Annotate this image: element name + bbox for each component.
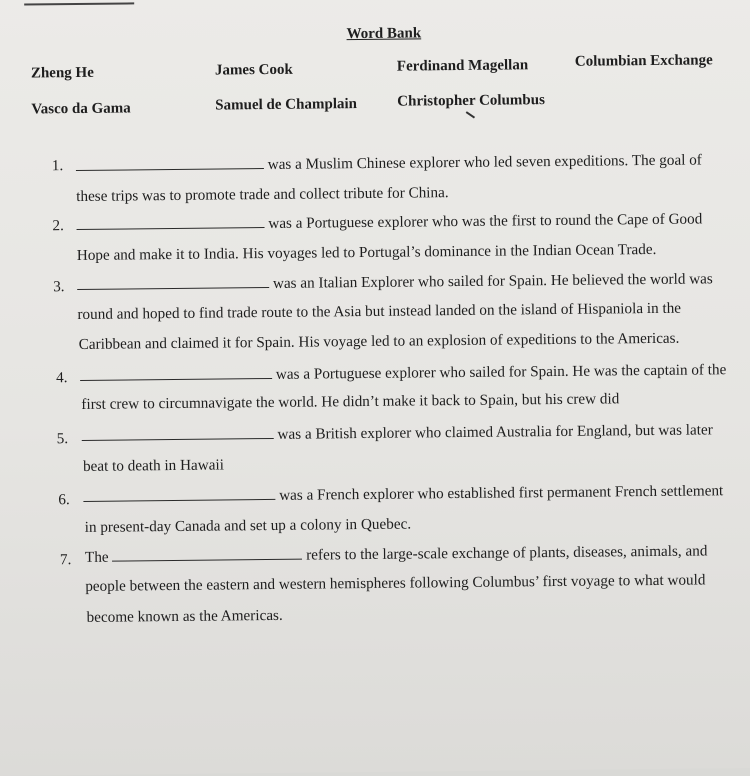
word-bank-item: Ferdinand Magellan xyxy=(396,57,529,75)
question-text: was a Muslim Chinese explorer who led seven expeditions. The goal of xyxy=(267,151,702,173)
question-7-line-3: become known as the Americas. xyxy=(86,606,283,626)
question-text: was a Portuguese explorer who was the first to round the Cape of Good xyxy=(268,210,703,232)
question-3-line-3: Caribbean and claimed it for Spain. His voyage led to an explosion of expeditions to the Americas. xyxy=(78,329,680,353)
answer-blank-5[interactable] xyxy=(82,424,274,441)
question-6-line-2: in present-day Canada and set up a colony in Quebec. xyxy=(84,515,412,536)
question-number: 6. xyxy=(58,491,70,509)
answer-blank-4[interactable] xyxy=(80,364,272,381)
word-bank-item: Samuel de Champlain xyxy=(215,96,358,114)
question-text: The xyxy=(84,548,109,566)
word-bank-item: Christopher Columbus xyxy=(397,92,545,110)
answer-blank-7[interactable] xyxy=(112,545,302,562)
question-number: 3. xyxy=(53,278,65,296)
question-5-line-1 xyxy=(82,419,713,446)
question-text: refers to the large-scale exchange of plants, diseases, animals, and xyxy=(306,542,708,564)
question-number: 2. xyxy=(52,217,64,235)
question-6-line-1 xyxy=(83,480,723,507)
question-1-line-2: these trips was to promote trade and collect tribute for China. xyxy=(76,184,449,206)
question-number: 4. xyxy=(56,369,68,387)
word-bank-title: Word Bank xyxy=(346,25,422,43)
question-4-line-1 xyxy=(80,359,726,386)
question-number: 5. xyxy=(56,430,69,448)
question-text: was an Italian Explorer who sailed for Spain. He believed the world was xyxy=(272,270,713,292)
question-3-line-1 xyxy=(77,268,713,295)
word-bank-item: Vasco da Gama xyxy=(31,100,131,118)
question-text: was a Portuguese explorer who sailed for Spain. He was the captain of the xyxy=(275,361,727,383)
question-5-line-2: beat to death in Hawaii xyxy=(82,456,224,475)
question-number: 1. xyxy=(51,157,64,175)
answer-blank-2[interactable] xyxy=(76,213,264,230)
question-7-line-2: people between the eastern and western hemispheres following Columbus’ first voyage to what would xyxy=(85,571,706,595)
question-7-line-1 xyxy=(85,540,708,567)
question-2-line-1 xyxy=(76,208,702,235)
pen-mark xyxy=(466,111,475,118)
question-3-line-2: round and hoped to find trade route to the Asia but instead landed on the island of Hispaniola in the xyxy=(77,299,682,323)
answer-blank-6[interactable] xyxy=(83,485,275,502)
question-text: was a French explorer who established first permanent French settlement xyxy=(279,482,724,504)
torn-header-fragment xyxy=(24,0,134,6)
question-1-line-1 xyxy=(76,149,702,176)
question-number: 7. xyxy=(59,551,72,569)
question-text: was a British explorer who claimed Australia for England, but was later xyxy=(277,421,713,443)
word-bank-item: Columbian Exchange xyxy=(574,52,713,70)
word-bank-item: Zheng He xyxy=(30,64,94,82)
question-2-line-2: Hope and make it to India. His voyages led to Portugal’s dominance in the Indian Ocean Trade. xyxy=(76,240,657,265)
answer-blank-1[interactable] xyxy=(76,154,264,171)
answer-blank-3[interactable] xyxy=(77,273,269,290)
question-4-line-2: first crew to circumnavigate the world. He didn’t make it back to Spain, but his crew did xyxy=(81,390,620,413)
word-bank-item: James Cook xyxy=(214,61,293,79)
